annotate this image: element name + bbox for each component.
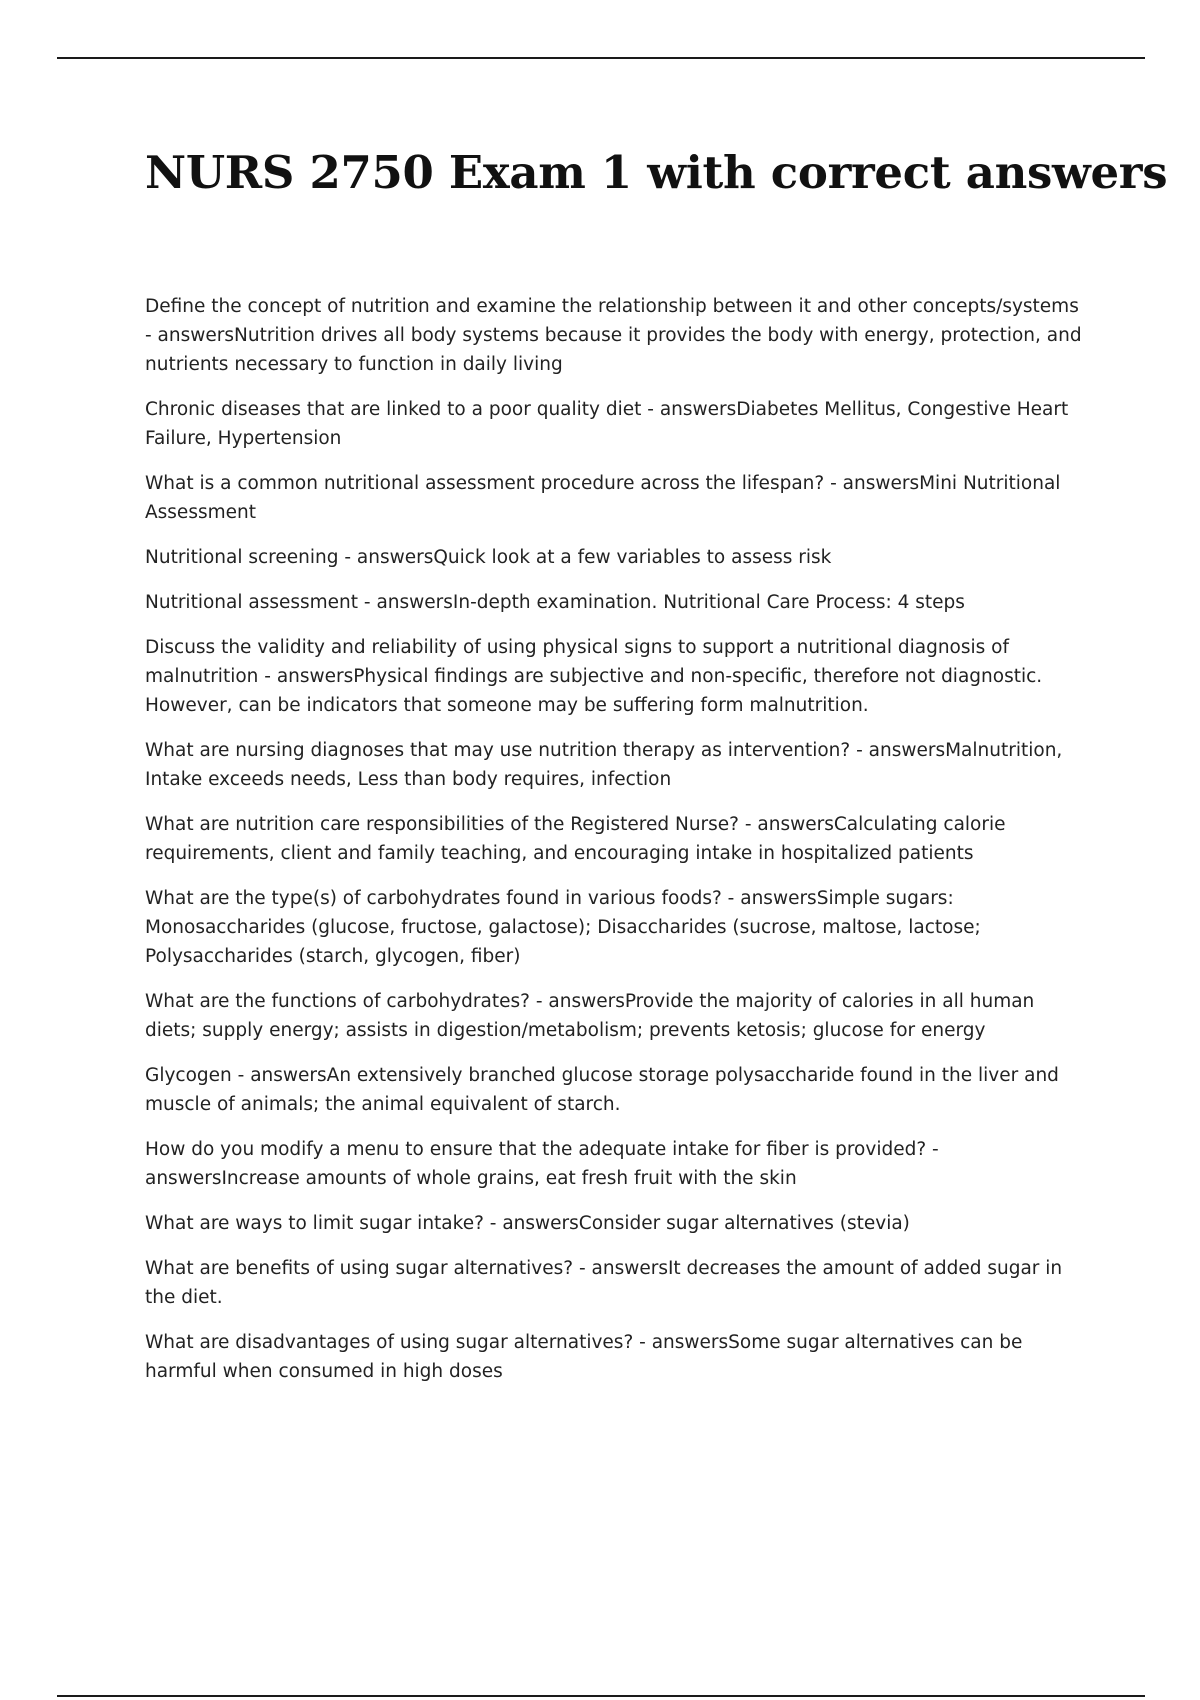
- qa-entry: What are nutrition care responsibilities of the Registered Nurse? - answersCalculating calorie requirements, client and family teaching, and encouraging intake in hospitalized patients: [145, 814, 1006, 864]
- qa-entry: Nutritional assessment - answersIn-depth examination. Nutritional Care Process: 4 steps: [145, 592, 965, 613]
- qa-entry: What are disadvantages of using sugar alternatives? - answersSome sugar alternatives can be harmful when consumed in high doses: [145, 1332, 1023, 1382]
- qa-entry: What are the type(s) of carbohydrates found in various foods? - answersSimple sugars: Monosaccharides (glucose, fructose, galactose); Disaccharides (sucrose, maltose, lactose; Polysaccharides (starch, glycogen, fiber): [145, 888, 981, 967]
- qa-entry: Discuss the validity and reliability of using physical signs to support a nutritional diagnosis of malnutrition - answersPhysical findings are subjective and non-specific, therefore not diagnostic. However, can be indicators that someone may be suffering form malnutrition.: [145, 637, 1043, 716]
- qa-entry: How do you modify a menu to ensure that the adequate intake for fiber is provided? - answersIncrease amounts of whole grains, eat fresh fruit with the skin: [145, 1139, 939, 1189]
- document-title: NURS 2750 Exam 1 with correct answers: [145, 146, 1168, 199]
- qa-entry: Glycogen - answersAn extensively branched glucose storage polysaccharide found in the liver and muscle of animals; the animal equivalent of starch.: [145, 1065, 1059, 1115]
- qa-list: [145, 292, 1090, 1402]
- qa-entry: What are benefits of using sugar alternatives? - answersIt decreases the amount of added sugar in the diet.: [145, 1258, 1063, 1308]
- qa-entry: Chronic diseases that are linked to a poor quality diet - answersDiabetes Mellitus, Congestive Heart Failure, Hypertension: [145, 399, 1069, 449]
- qa-entry: What is a common nutritional assessment procedure across the lifespan? - answersMini Nutritional Assessment: [145, 473, 1061, 523]
- qa-entry: Nutritional screening - answersQuick look at a few variables to assess risk: [145, 547, 832, 568]
- qa-entry: What are nursing diagnoses that may use nutrition therapy as intervention? - answersMalnutrition, Intake exceeds needs, Less than body requires, infection: [145, 740, 1063, 790]
- bottom-rule: [57, 1695, 1145, 1697]
- top-rule: [57, 57, 1145, 59]
- qa-entry: What are ways to limit sugar intake? - answersConsider sugar alternatives (stevia): [145, 1213, 910, 1234]
- qa-entry: Define the concept of nutrition and examine the relationship between it and other concepts/systems - answersNutrition drives all body systems because it provides the body with energy, protection, and nutrients necessary to function in daily living: [145, 296, 1082, 375]
- qa-entry: What are the functions of carbohydrates? - answersProvide the majority of calories in all human diets; supply energy; assists in digestion/metabolism; prevents ketosis; glucose for energy: [145, 991, 1035, 1041]
